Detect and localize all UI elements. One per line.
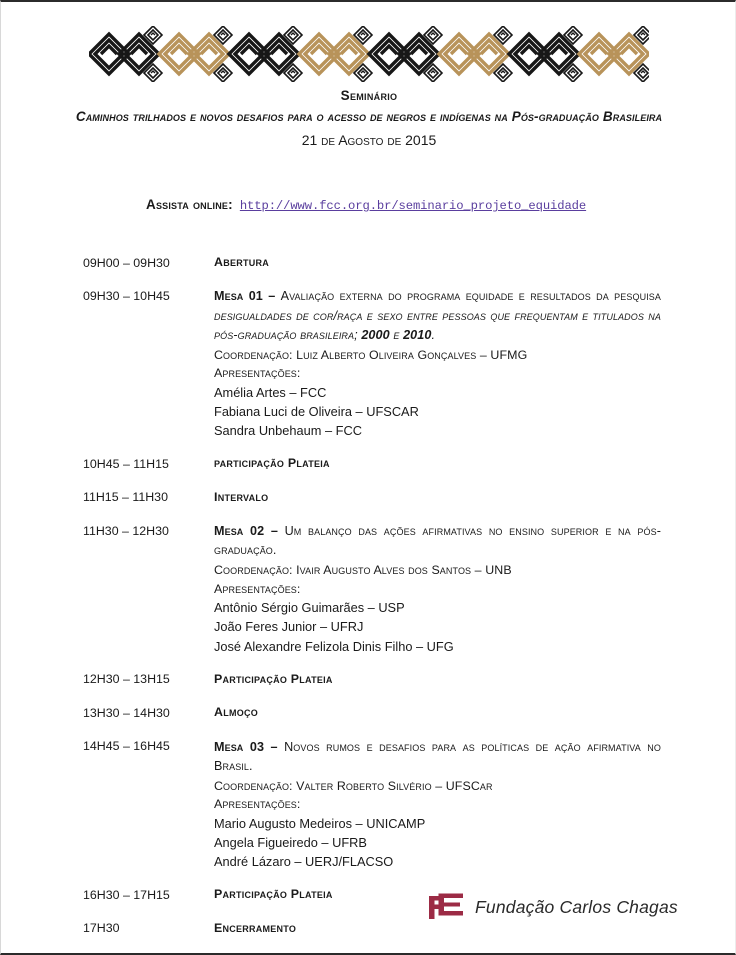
schedule-time: 09H00 – 09H30 (83, 255, 170, 270)
schedule-session-label: Participação Plateia (214, 887, 333, 902)
presentations-label: Apresentações: (214, 366, 301, 381)
schedule-content (214, 738, 661, 872)
presenter-line: Amélia Artes – FCC (214, 384, 327, 400)
schedule-content (214, 489, 661, 507)
schedule-time: 09H30 – 10H45 (83, 288, 170, 303)
mesa-title (214, 738, 661, 776)
mesa-title (214, 287, 661, 344)
presenter-line: Mario Augusto Medeiros – UNICAMP (214, 815, 426, 831)
research-year-conjunction: e (389, 327, 404, 342)
mesa-title (214, 522, 661, 560)
event-title: Caminhos trilhados e novos desafios para o acesso de negros e indígenas na Pós-graduação Brasileira (75, 108, 663, 124)
schedule-content (214, 287, 661, 440)
mesa-number: Mesa 03 – (214, 739, 285, 754)
schedule-content (214, 455, 661, 473)
schedule-content (214, 671, 661, 689)
mesa-subject: Avaliação externa do programa equidade e resultados da pesquisa (280, 289, 661, 304)
research-year-end: 2010 (403, 327, 432, 342)
schedule-row (83, 738, 661, 872)
research-title: desigualdades de cor/raça e sexo entre pessoas que frequentam e titulados na pós-graduação brasileira; (214, 308, 661, 342)
footer-logo (426, 890, 678, 924)
presentations-label: Apresentações: (214, 581, 301, 596)
presenter-line: Angela Figueiredo – UFRB (214, 834, 367, 850)
mesa-number: Mesa 01 – (214, 289, 281, 304)
indigenous-pattern-ornament (89, 26, 649, 82)
presentations-label: Apresentações: (214, 797, 301, 812)
schedule-row (83, 254, 661, 272)
presenter-line: João Feres Junior – UFRJ (214, 619, 364, 635)
presenter-line: Fabiana Luci de Oliveira – UFSCAR (214, 403, 419, 419)
schedule-row (83, 455, 661, 473)
organization-name: Fundação Carlos Chagas (475, 896, 678, 917)
coordination-line: Coordenação: Valter Roberto Silvério – UFSCar (214, 778, 493, 793)
schedule-list (83, 254, 661, 953)
schedule-row (83, 671, 661, 689)
presenter-line: André Lázaro – UERJ/FLACSO (214, 854, 394, 870)
fcc-logo-icon (426, 890, 466, 924)
schedule-time: 14H45 – 16H45 (83, 739, 170, 754)
schedule-time: 10H45 – 11H15 (83, 456, 169, 471)
presenter-line: Antônio Sérgio Guimarães – USP (214, 600, 405, 616)
mesa-subject: Um balanço das ações afirmativas no ensino superior e na pós-graduação. (214, 524, 661, 558)
event-date: 21 de Agosto de 2015 (301, 131, 437, 148)
mesa-number: Mesa 02 – (214, 524, 285, 539)
mesa-subject: Novos rumos e desafios para as políticas de ação afirmativa no Brasil. (214, 739, 661, 773)
schedule-row (83, 287, 661, 440)
schedule-time: 16H30 – 17H15 (83, 887, 170, 902)
schedule-session-label: Encerramento (214, 920, 297, 935)
schedule-row (83, 704, 661, 722)
schedule-time: 11H15 – 11H30 (83, 490, 168, 505)
schedule-row (83, 489, 661, 507)
presenter-line: José Alexandre Felizola Dinis Filho – UFG (214, 638, 454, 654)
schedule-row (83, 522, 661, 656)
schedule-session-label: participação Plateia (214, 456, 330, 471)
schedule-content (214, 254, 661, 272)
schedule-content (214, 522, 661, 656)
research-year-start: 2000 (361, 327, 390, 342)
schedule-content (214, 704, 661, 722)
watch-online-link[interactable]: http://www.fcc.org.br/seminario_projeto_equidade (239, 199, 587, 213)
schedule-session-label: Participação Plateia (214, 671, 333, 686)
coordination-line: Coordenação: Ivair Augusto Alves dos Santos – UNB (214, 563, 512, 578)
watch-online-row (146, 197, 586, 213)
schedule-time: 13H30 – 14H30 (83, 705, 170, 720)
schedule-session-label: Almoço (214, 705, 258, 720)
research-title-end: . (431, 327, 436, 342)
schedule-time: 11H30 – 12H30 (83, 523, 169, 538)
watch-online-label: Assista online: (146, 197, 233, 212)
coordination-line: Coordenação: Luiz Alberto Oliveira Gonçalves – UFMG (214, 347, 528, 362)
schedule-time: 17H30 (83, 921, 120, 936)
seminar-label: Seminário (340, 88, 398, 103)
schedule-session-label: Abertura (214, 255, 269, 269)
schedule-session-label: Intervalo (214, 489, 269, 504)
document-header (69, 86, 669, 151)
presenter-line: Sandra Unbehaum – FCC (214, 423, 362, 438)
schedule-time: 12H30 – 13H15 (83, 672, 170, 687)
